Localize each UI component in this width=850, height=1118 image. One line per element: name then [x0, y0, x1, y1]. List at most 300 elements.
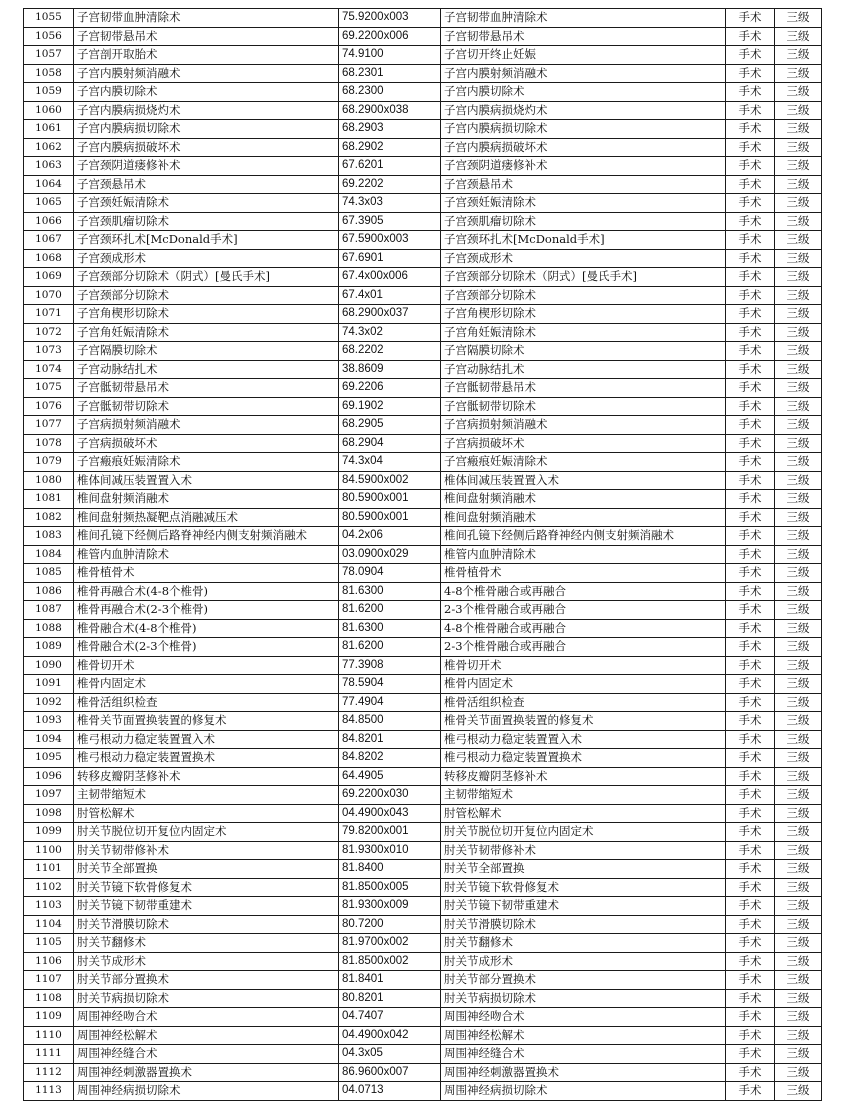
- table-row: [24, 342, 822, 361]
- row-number: 1098: [24, 804, 74, 823]
- procedure-code: 68.2902: [339, 138, 441, 157]
- procedure-code: 67.6201: [339, 157, 441, 176]
- procedure-code: 79.8200x001: [339, 823, 441, 842]
- procedure-name: 肘关节翻修术: [74, 934, 339, 953]
- procedure-type: 手术: [726, 1026, 775, 1045]
- procedure-code: 68.2905: [339, 416, 441, 435]
- row-number: 1091: [24, 675, 74, 694]
- table-row: [24, 860, 822, 879]
- row-number: 1094: [24, 730, 74, 749]
- row-number: 1105: [24, 934, 74, 953]
- mapped-procedure-name: 椎骨切开术: [441, 656, 726, 675]
- mapped-procedure-name: 椎骨植骨术: [441, 564, 726, 583]
- procedure-name: 椎骨切开术: [74, 656, 339, 675]
- row-number: 1081: [24, 490, 74, 509]
- procedure-type: 手术: [726, 379, 775, 398]
- procedure-level: 三级: [775, 323, 822, 342]
- row-number: 1070: [24, 286, 74, 305]
- mapped-procedure-name: 肘关节病损切除术: [441, 989, 726, 1008]
- mapped-procedure-name: 肘关节全部置换: [441, 860, 726, 879]
- procedure-type: 手术: [726, 952, 775, 971]
- procedure-code: 81.6200: [339, 601, 441, 620]
- row-number: 1066: [24, 212, 74, 231]
- procedure-level: 三级: [775, 9, 822, 28]
- procedure-code: 78.5904: [339, 675, 441, 694]
- procedure-name: 子宫角楔形切除术: [74, 305, 339, 324]
- procedure-level: 三级: [775, 527, 822, 546]
- procedure-name: 椎骨植骨术: [74, 564, 339, 583]
- procedure-code: 77.3908: [339, 656, 441, 675]
- procedure-level: 三级: [775, 416, 822, 435]
- procedure-code: 67.5900x003: [339, 231, 441, 250]
- row-number: 1108: [24, 989, 74, 1008]
- mapped-procedure-name: 子宫骶韧带切除术: [441, 397, 726, 416]
- procedure-level: 三级: [775, 656, 822, 675]
- procedure-type: 手术: [726, 46, 775, 65]
- table-row: [24, 601, 822, 620]
- procedure-name: 椎骨内固定术: [74, 675, 339, 694]
- procedure-code: 84.8201: [339, 730, 441, 749]
- procedure-type: 手术: [726, 490, 775, 509]
- mapped-procedure-name: 肘关节镜下软骨修复术: [441, 878, 726, 897]
- mapped-procedure-name: 子宫颈肌瘤切除术: [441, 212, 726, 231]
- mapped-procedure-name: 主韧带缩短术: [441, 786, 726, 805]
- row-number: 1111: [24, 1045, 74, 1064]
- table-row: [24, 749, 822, 768]
- procedure-code: 69.2206: [339, 379, 441, 398]
- table-row: [24, 971, 822, 990]
- procedure-level: 三级: [775, 934, 822, 953]
- procedure-level: 三级: [775, 397, 822, 416]
- mapped-procedure-name: 子宫韧带悬吊术: [441, 27, 726, 46]
- procedure-type: 手术: [726, 120, 775, 139]
- procedure-type: 手术: [726, 138, 775, 157]
- mapped-procedure-name: 子宫内膜病损切除术: [441, 120, 726, 139]
- procedure-code: 03.0900x029: [339, 545, 441, 564]
- procedure-code: 68.2904: [339, 434, 441, 453]
- procedure-type: 手术: [726, 453, 775, 472]
- procedure-code: 78.0904: [339, 564, 441, 583]
- table-row: [24, 675, 822, 694]
- procedure-code: 84.8202: [339, 749, 441, 768]
- row-number: 1055: [24, 9, 74, 28]
- procedure-type: 手术: [726, 675, 775, 694]
- row-number: 1085: [24, 564, 74, 583]
- mapped-procedure-name: 子宫骶韧带悬吊术: [441, 379, 726, 398]
- procedure-code: 84.8500: [339, 712, 441, 731]
- mapped-procedure-name: 肘关节韧带修补术: [441, 841, 726, 860]
- procedure-code: 68.2903: [339, 120, 441, 139]
- procedure-level: 三级: [775, 120, 822, 139]
- procedure-name: 周围神经吻合术: [74, 1008, 339, 1027]
- procedure-name: 子宫颈肌瘤切除术: [74, 212, 339, 231]
- mapped-procedure-name: 肘关节脱位切开复位内固定术: [441, 823, 726, 842]
- procedure-type: 手术: [726, 27, 775, 46]
- row-number: 1083: [24, 527, 74, 546]
- procedure-type: 手术: [726, 9, 775, 28]
- mapped-procedure-name: 子宫病损射频消融术: [441, 416, 726, 435]
- procedure-code: 80.5900x001: [339, 490, 441, 509]
- procedure-level: 三级: [775, 1008, 822, 1027]
- procedure-name: 椎间盘射频消融术: [74, 490, 339, 509]
- mapped-procedure-name: 周围神经吻合术: [441, 1008, 726, 1027]
- mapped-procedure-name: 椎骨活组织检查: [441, 693, 726, 712]
- procedure-name: 子宫病损射频消融术: [74, 416, 339, 435]
- table-row: [24, 416, 822, 435]
- mapped-procedure-name: 肘关节镜下韧带重建术: [441, 897, 726, 916]
- mapped-procedure-name: 周围神经病损切除术: [441, 1082, 726, 1101]
- procedure-type: 手术: [726, 804, 775, 823]
- procedure-type: 手术: [726, 249, 775, 268]
- procedure-level: 三级: [775, 305, 822, 324]
- procedure-code: 81.6200: [339, 638, 441, 657]
- procedure-code: 74.9100: [339, 46, 441, 65]
- procedure-code: 77.4904: [339, 693, 441, 712]
- row-number: 1093: [24, 712, 74, 731]
- row-number: 1057: [24, 46, 74, 65]
- table-row: [24, 989, 822, 1008]
- procedure-level: 三级: [775, 1026, 822, 1045]
- procedure-level: 三级: [775, 138, 822, 157]
- procedure-level: 三级: [775, 989, 822, 1008]
- table-row: [24, 212, 822, 231]
- procedure-code: 69.2200x030: [339, 786, 441, 805]
- row-number: 1078: [24, 434, 74, 453]
- procedure-code: 74.3x02: [339, 323, 441, 342]
- procedure-type: 手术: [726, 286, 775, 305]
- procedure-name: 子宫隔膜切除术: [74, 342, 339, 361]
- table-row: [24, 120, 822, 139]
- table-row: [24, 1026, 822, 1045]
- procedure-code: 67.3905: [339, 212, 441, 231]
- procedure-level: 三级: [775, 767, 822, 786]
- procedure-code: 68.2900x038: [339, 101, 441, 120]
- mapped-procedure-name: 子宫韧带血肿清除术: [441, 9, 726, 28]
- mapped-procedure-name: 肘关节部分置换术: [441, 971, 726, 990]
- procedure-type: 手术: [726, 1045, 775, 1064]
- row-number: 1067: [24, 231, 74, 250]
- procedure-name: 子宫颈悬吊术: [74, 175, 339, 194]
- mapped-procedure-name: 2-3个椎骨融合或再融合: [441, 601, 726, 620]
- procedure-level: 三级: [775, 675, 822, 694]
- procedure-code: 04.3x05: [339, 1045, 441, 1064]
- procedure-code: 04.4900x042: [339, 1026, 441, 1045]
- procedure-name: 肘关节滑膜切除术: [74, 915, 339, 934]
- procedure-type: 手术: [726, 1063, 775, 1082]
- mapped-procedure-name: 子宫内膜病损破坏术: [441, 138, 726, 157]
- procedure-code: 04.0713: [339, 1082, 441, 1101]
- procedure-level: 三级: [775, 360, 822, 379]
- table-row: [24, 27, 822, 46]
- row-number: 1068: [24, 249, 74, 268]
- row-number: 1087: [24, 601, 74, 620]
- table-row: [24, 286, 822, 305]
- row-number: 1104: [24, 915, 74, 934]
- row-number: 1109: [24, 1008, 74, 1027]
- procedure-name: 椎骨关节面置换装置的修复术: [74, 712, 339, 731]
- table-row: [24, 619, 822, 638]
- procedure-code: 64.4905: [339, 767, 441, 786]
- procedure-name: 肘关节脱位切开复位内固定术: [74, 823, 339, 842]
- mapped-procedure-name: 椎间孔镜下经侧后路脊神经内侧支射频消融术: [441, 527, 726, 546]
- procedure-level: 三级: [775, 823, 822, 842]
- procedure-name: 肘关节韧带修补术: [74, 841, 339, 860]
- table-row: [24, 915, 822, 934]
- procedure-type: 手术: [726, 878, 775, 897]
- table-row: [24, 841, 822, 860]
- procedure-level: 三级: [775, 638, 822, 657]
- mapped-procedure-name: 子宫动脉结扎术: [441, 360, 726, 379]
- procedure-code: 38.8609: [339, 360, 441, 379]
- procedure-type: 手术: [726, 471, 775, 490]
- procedure-name: 子宫韧带悬吊术: [74, 27, 339, 46]
- procedure-code: 74.3x04: [339, 453, 441, 472]
- mapped-procedure-name: 椎骨内固定术: [441, 675, 726, 694]
- procedure-level: 三级: [775, 749, 822, 768]
- procedure-level: 三级: [775, 841, 822, 860]
- procedure-type: 手术: [726, 1008, 775, 1027]
- procedure-type: 手术: [726, 767, 775, 786]
- procedure-level: 三级: [775, 545, 822, 564]
- procedure-type: 手术: [726, 712, 775, 731]
- row-number: 1075: [24, 379, 74, 398]
- table-row: [24, 323, 822, 342]
- row-number: 1056: [24, 27, 74, 46]
- procedure-type: 手术: [726, 823, 775, 842]
- table-row: [24, 434, 822, 453]
- row-number: 1064: [24, 175, 74, 194]
- table-row: [24, 786, 822, 805]
- procedure-name: 子宫病损破坏术: [74, 434, 339, 453]
- procedure-name: 周围神经病损切除术: [74, 1082, 339, 1101]
- procedure-level: 三级: [775, 601, 822, 620]
- row-number: 1100: [24, 841, 74, 860]
- table-row: [24, 83, 822, 102]
- procedure-name: 子宫颈阴道瘘修补术: [74, 157, 339, 176]
- table-row: [24, 490, 822, 509]
- procedure-name: 肘关节成形术: [74, 952, 339, 971]
- table-row: [24, 638, 822, 657]
- procedure-level: 三级: [775, 508, 822, 527]
- procedure-type: 手术: [726, 656, 775, 675]
- row-number: 1096: [24, 767, 74, 786]
- table-row: [24, 693, 822, 712]
- table-row: [24, 194, 822, 213]
- table-row: [24, 767, 822, 786]
- row-number: 1069: [24, 268, 74, 287]
- procedure-name: 周围神经缝合术: [74, 1045, 339, 1064]
- procedure-type: 手术: [726, 194, 775, 213]
- table-row: [24, 897, 822, 916]
- procedure-level: 三级: [775, 249, 822, 268]
- procedure-code: 80.5900x001: [339, 508, 441, 527]
- procedure-code: 81.9300x009: [339, 897, 441, 916]
- procedure-name: 肘关节镜下软骨修复术: [74, 878, 339, 897]
- mapped-procedure-name: 椎间盘射频消融术: [441, 508, 726, 527]
- row-number: 1082: [24, 508, 74, 527]
- procedure-level: 三级: [775, 1045, 822, 1064]
- table-body: [24, 9, 822, 1101]
- procedure-level: 三级: [775, 101, 822, 120]
- procedure-type: 手术: [726, 860, 775, 879]
- procedure-type: 手术: [726, 749, 775, 768]
- mapped-procedure-name: 周围神经缝合术: [441, 1045, 726, 1064]
- procedure-name: 子宫韧带血肿清除术: [74, 9, 339, 28]
- row-number: 1106: [24, 952, 74, 971]
- row-number: 1077: [24, 416, 74, 435]
- table-row: [24, 1082, 822, 1101]
- mapped-procedure-name: 子宫颈悬吊术: [441, 175, 726, 194]
- table-row: [24, 157, 822, 176]
- procedure-level: 三级: [775, 286, 822, 305]
- procedure-name: 子宫骶韧带悬吊术: [74, 379, 339, 398]
- table-row: [24, 1045, 822, 1064]
- mapped-procedure-name: 4-8个椎骨融合或再融合: [441, 619, 726, 638]
- procedure-code: 69.2200x006: [339, 27, 441, 46]
- table-row: [24, 545, 822, 564]
- procedure-type: 手术: [726, 638, 775, 657]
- procedure-code: 81.8500x005: [339, 878, 441, 897]
- mapped-procedure-name: 子宫颈部分切除术: [441, 286, 726, 305]
- procedure-name: 子宫颈环扎术[McDonald手术]: [74, 231, 339, 250]
- row-number: 1073: [24, 342, 74, 361]
- procedure-code: 84.5900x002: [339, 471, 441, 490]
- procedure-name: 肘管松解术: [74, 804, 339, 823]
- table-row: [24, 101, 822, 120]
- mapped-procedure-name: 子宫切开终止妊娠: [441, 46, 726, 65]
- procedure-type: 手术: [726, 1082, 775, 1101]
- procedure-code: 04.2x06: [339, 527, 441, 546]
- mapped-procedure-name: 子宫内膜切除术: [441, 83, 726, 102]
- procedure-name: 子宫内膜射频消融术: [74, 64, 339, 83]
- table-row: [24, 952, 822, 971]
- row-number: 1099: [24, 823, 74, 842]
- procedure-table: [23, 8, 822, 1101]
- procedure-level: 三级: [775, 693, 822, 712]
- table-row: [24, 305, 822, 324]
- procedure-name: 椎骨再融合术(2-3个椎骨): [74, 601, 339, 620]
- table-row: [24, 1063, 822, 1082]
- mapped-procedure-name: 周围神经松解术: [441, 1026, 726, 1045]
- table-row: [24, 823, 822, 842]
- row-number: 1092: [24, 693, 74, 712]
- procedure-name: 椎间孔镜下经侧后路脊神经内侧支射频消融术: [74, 527, 339, 546]
- procedure-type: 手术: [726, 360, 775, 379]
- procedure-code: 69.2202: [339, 175, 441, 194]
- table-row: [24, 1008, 822, 1027]
- mapped-procedure-name: 肘关节翻修术: [441, 934, 726, 953]
- row-number: 1113: [24, 1082, 74, 1101]
- mapped-procedure-name: 椎间盘射频消融术: [441, 490, 726, 509]
- row-number: 1107: [24, 971, 74, 990]
- procedure-code: 67.6901: [339, 249, 441, 268]
- procedure-type: 手术: [726, 564, 775, 583]
- mapped-procedure-name: 椎弓根动力稳定装置置换术: [441, 749, 726, 768]
- procedure-code: 80.8201: [339, 989, 441, 1008]
- table-row: [24, 582, 822, 601]
- procedure-name: 椎体间减压装置置入术: [74, 471, 339, 490]
- procedure-type: 手术: [726, 83, 775, 102]
- procedure-name: 椎骨活组织检查: [74, 693, 339, 712]
- procedure-type: 手术: [726, 397, 775, 416]
- procedure-level: 三级: [775, 564, 822, 583]
- row-number: 1062: [24, 138, 74, 157]
- table-row: [24, 453, 822, 472]
- mapped-procedure-name: 椎体间减压装置置入术: [441, 471, 726, 490]
- mapped-procedure-name: 子宫颈阴道瘘修补术: [441, 157, 726, 176]
- procedure-name: 主韧带缩短术: [74, 786, 339, 805]
- procedure-code: 67.4x01: [339, 286, 441, 305]
- procedure-type: 手术: [726, 508, 775, 527]
- procedure-type: 手术: [726, 619, 775, 638]
- procedure-level: 三级: [775, 730, 822, 749]
- procedure-level: 三级: [775, 83, 822, 102]
- row-number: 1084: [24, 545, 74, 564]
- procedure-name: 周围神经松解术: [74, 1026, 339, 1045]
- procedure-type: 手术: [726, 231, 775, 250]
- row-number: 1065: [24, 194, 74, 213]
- row-number: 1089: [24, 638, 74, 657]
- procedure-name: 椎弓根动力稳定装置置换术: [74, 749, 339, 768]
- table-row: [24, 527, 822, 546]
- procedure-level: 三级: [775, 619, 822, 638]
- row-number: 1086: [24, 582, 74, 601]
- procedure-code: 68.2301: [339, 64, 441, 83]
- table-row: [24, 231, 822, 250]
- procedure-level: 三级: [775, 712, 822, 731]
- row-number: 1074: [24, 360, 74, 379]
- table-row: [24, 268, 822, 287]
- procedure-code: 81.9700x002: [339, 934, 441, 953]
- procedure-code: 68.2900x037: [339, 305, 441, 324]
- row-number: 1079: [24, 453, 74, 472]
- mapped-procedure-name: 4-8个椎骨融合或再融合: [441, 582, 726, 601]
- procedure-name: 椎骨再融合术(4-8个椎骨): [74, 582, 339, 601]
- procedure-name: 子宫角妊娠清除术: [74, 323, 339, 342]
- procedure-code: 74.3x03: [339, 194, 441, 213]
- mapped-procedure-name: 2-3个椎骨融合或再融合: [441, 638, 726, 657]
- procedure-level: 三级: [775, 194, 822, 213]
- procedure-code: 69.1902: [339, 397, 441, 416]
- procedure-code: 86.9600x007: [339, 1063, 441, 1082]
- procedure-level: 三级: [775, 157, 822, 176]
- procedure-type: 手术: [726, 971, 775, 990]
- procedure-type: 手术: [726, 915, 775, 934]
- row-number: 1061: [24, 120, 74, 139]
- procedure-level: 三级: [775, 231, 822, 250]
- row-number: 1103: [24, 897, 74, 916]
- table-row: [24, 656, 822, 675]
- procedure-name: 子宫颈部分切除术（阴式）[曼氏手术]: [74, 268, 339, 287]
- procedure-code: 68.2300: [339, 83, 441, 102]
- procedure-name: 椎骨融合术(2-3个椎骨): [74, 638, 339, 657]
- procedure-level: 三级: [775, 379, 822, 398]
- procedure-level: 三级: [775, 490, 822, 509]
- procedure-name: 子宫颈部分切除术: [74, 286, 339, 305]
- procedure-code: 80.7200: [339, 915, 441, 934]
- procedure-name: 肘关节镜下韧带重建术: [74, 897, 339, 916]
- mapped-procedure-name: 转移皮瓣阴茎修补术: [441, 767, 726, 786]
- procedure-type: 手术: [726, 101, 775, 120]
- procedure-type: 手术: [726, 730, 775, 749]
- procedure-code: 81.8400: [339, 860, 441, 879]
- mapped-procedure-name: 子宫内膜射频消融术: [441, 64, 726, 83]
- row-number: 1076: [24, 397, 74, 416]
- procedure-level: 三级: [775, 786, 822, 805]
- procedure-type: 手术: [726, 841, 775, 860]
- procedure-name: 肘关节全部置换: [74, 860, 339, 879]
- procedure-level: 三级: [775, 582, 822, 601]
